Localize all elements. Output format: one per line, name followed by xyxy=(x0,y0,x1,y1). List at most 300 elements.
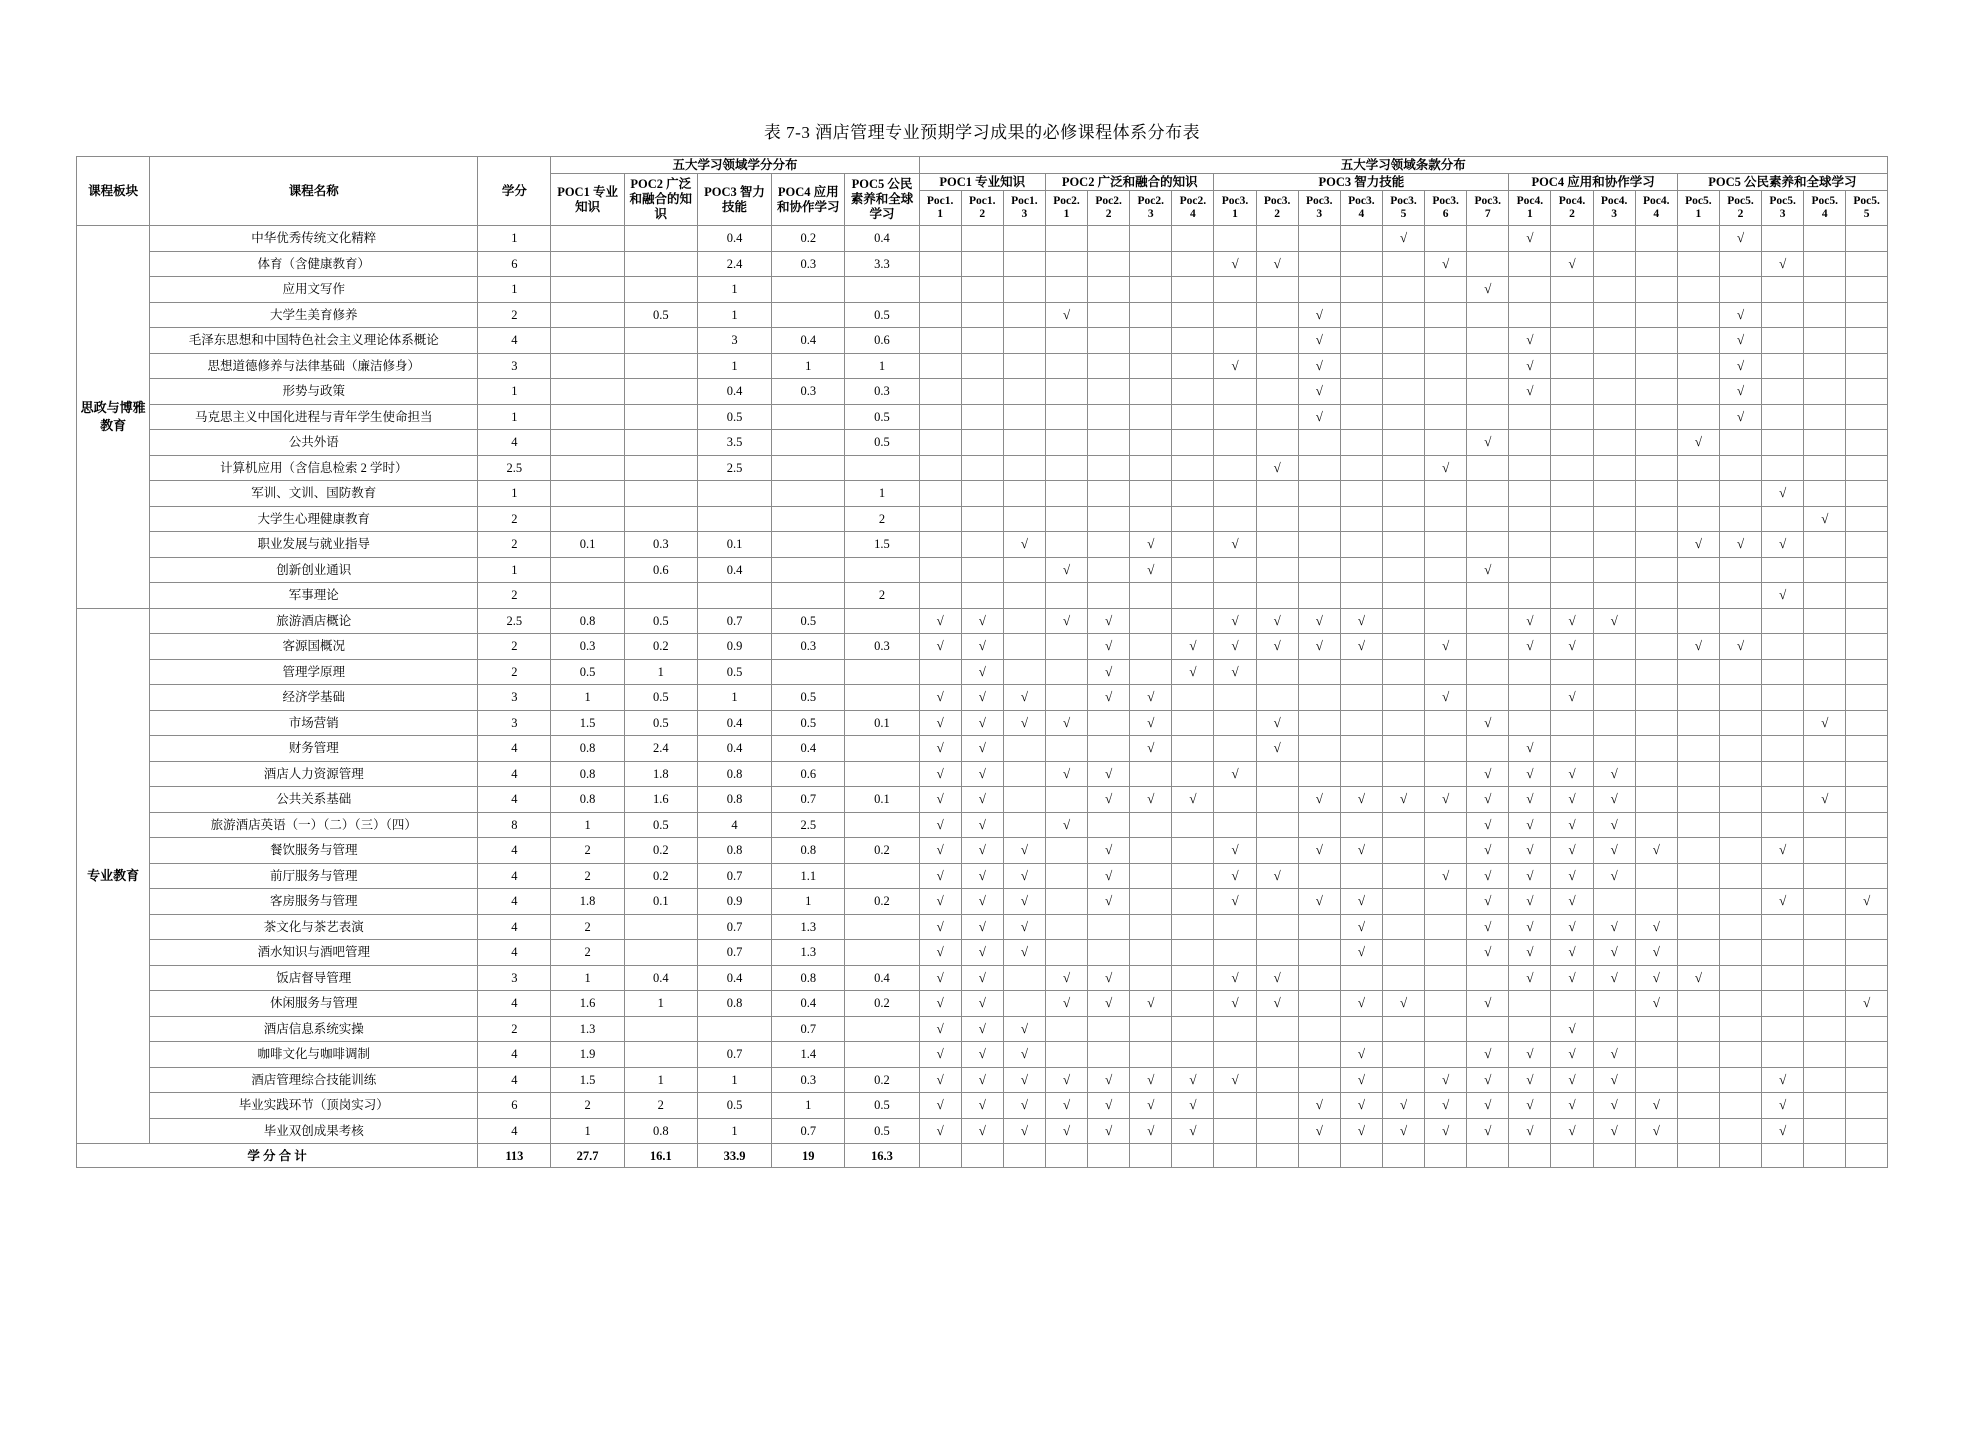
poc-credit-cell: 0.4 xyxy=(697,736,771,762)
poc-credit-cell: 0.8 xyxy=(697,761,771,787)
clause-cell xyxy=(1425,608,1467,634)
clause-cell xyxy=(1804,659,1846,685)
clause-cell xyxy=(1425,761,1467,787)
clause-cell xyxy=(1509,1067,1551,1093)
clause-cell xyxy=(961,226,1003,252)
table-row xyxy=(77,404,1888,430)
checkmark: √ xyxy=(1484,281,1492,297)
clause-cell xyxy=(1172,940,1214,966)
poc-credit-cell xyxy=(845,1042,919,1068)
checkmark: √ xyxy=(1779,485,1787,501)
clause-cell xyxy=(1298,914,1340,940)
header-poc-sub-prefix: Poc3. xyxy=(1348,195,1375,207)
checkmark: √ xyxy=(1568,255,1576,271)
clause-cell xyxy=(1045,1016,1087,1042)
clause-cell xyxy=(1635,1042,1677,1068)
poc-credit-cell: 1.1 xyxy=(772,863,845,889)
checkmark: √ xyxy=(1526,969,1534,985)
clause-cell xyxy=(1467,277,1509,303)
header-poc-sub-prefix: Poc5. xyxy=(1811,195,1839,207)
clause-cell xyxy=(1088,991,1130,1017)
total-poc-credit: 16.3 xyxy=(845,1144,919,1168)
clause-cell xyxy=(1677,608,1719,634)
table-row xyxy=(77,455,1888,481)
clause-cell xyxy=(1340,889,1382,915)
poc-credit-cell: 0.2 xyxy=(845,991,919,1017)
poc-credit-cell: 0.4 xyxy=(697,379,771,405)
checkmark: √ xyxy=(1231,612,1239,628)
poc-credit-cell: 0.8 xyxy=(772,965,845,991)
header-poc-sub xyxy=(1762,191,1804,226)
checkmark: √ xyxy=(978,1020,986,1036)
checkmark: √ xyxy=(936,689,944,705)
clause-cell xyxy=(1256,353,1298,379)
clause-cell xyxy=(1425,863,1467,889)
checkmark: √ xyxy=(1399,1097,1408,1113)
clause-cell xyxy=(1467,889,1509,915)
clause-cell xyxy=(1298,430,1340,456)
poc-credit-cell xyxy=(772,302,845,328)
clause-cell xyxy=(1551,583,1593,609)
clause-cell xyxy=(1088,608,1130,634)
clause-cell xyxy=(919,277,961,303)
clause-cell xyxy=(919,914,961,940)
clause-cell xyxy=(1298,532,1340,558)
clause-cell xyxy=(1804,557,1846,583)
header-poc-group-2: POC2 广泛和融合的知识 xyxy=(1045,174,1214,191)
poc-credit-cell: 0.3 xyxy=(551,634,624,660)
clause-cell xyxy=(1846,557,1888,583)
clause-cell xyxy=(1003,736,1045,762)
clause-cell xyxy=(1088,812,1130,838)
clause-cell xyxy=(1593,1067,1635,1093)
checkmark: √ xyxy=(1147,740,1155,756)
clause-cell xyxy=(1256,404,1298,430)
header-poc-sub xyxy=(1214,191,1256,226)
clause-cell xyxy=(1762,659,1804,685)
checkmark: √ xyxy=(1779,255,1787,271)
clause-cell xyxy=(1340,685,1382,711)
clause-cell xyxy=(1762,506,1804,532)
clause-cell xyxy=(1214,583,1256,609)
clause-cell xyxy=(1298,940,1340,966)
clause-cell xyxy=(1846,940,1888,966)
poc-credit-cell: 0.2 xyxy=(772,226,845,252)
checkmark: √ xyxy=(978,1046,986,1062)
clause-cell xyxy=(1509,328,1551,354)
checkmark: √ xyxy=(1273,459,1281,475)
clause-cell xyxy=(1340,557,1382,583)
clause-cell xyxy=(1804,1118,1846,1144)
poc-credit-cell: 0.8 xyxy=(551,608,624,634)
course-name-cell: 酒店管理综合技能训练 xyxy=(150,1067,478,1093)
clause-cell xyxy=(1467,353,1509,379)
table-row xyxy=(77,685,1888,711)
poc-credit-cell xyxy=(772,481,845,507)
clause-cell xyxy=(1256,532,1298,558)
clause-cell xyxy=(1130,991,1172,1017)
clause-cell xyxy=(1340,353,1382,379)
clause-cell xyxy=(1214,608,1256,634)
clause-cell xyxy=(919,736,961,762)
clause-cell xyxy=(1298,277,1340,303)
course-name-cell: 旅游酒店英语（一）（二）（三）（四） xyxy=(150,812,478,838)
clause-cell xyxy=(919,1118,961,1144)
checkmark: √ xyxy=(1273,714,1281,730)
clause-cell xyxy=(1382,481,1424,507)
clause-cell xyxy=(1635,1016,1677,1042)
poc-credit-cell: 0.5 xyxy=(845,1118,919,1144)
clause-cell xyxy=(1425,787,1467,813)
header-poc-sub-index: 3 xyxy=(1316,208,1323,220)
clause-cell xyxy=(1172,353,1214,379)
header-poc-sub xyxy=(1130,191,1172,226)
checkmark: √ xyxy=(1189,791,1197,807)
checkmark: √ xyxy=(1231,867,1239,883)
clause-cell xyxy=(1425,710,1467,736)
clause-cell xyxy=(1719,1016,1761,1042)
checkmark: √ xyxy=(978,842,986,858)
checkmark: √ xyxy=(1526,332,1534,348)
checkmark: √ xyxy=(1315,842,1323,858)
checkmark: √ xyxy=(936,1122,944,1138)
credit-cell: 4 xyxy=(478,430,551,456)
checkmark: √ xyxy=(1484,867,1492,883)
clause-cell xyxy=(1214,455,1256,481)
poc-credit-cell: 0.5 xyxy=(772,608,845,634)
poc-credit-cell: 1 xyxy=(551,812,624,838)
clause-cell xyxy=(1088,404,1130,430)
poc-credit-cell: 0.7 xyxy=(772,1016,845,1042)
clause-cell xyxy=(1130,404,1172,430)
header-poc-sub-prefix: Poc3. xyxy=(1263,195,1291,207)
course-name-cell: 军事理论 xyxy=(150,583,478,609)
checkmark: √ xyxy=(1105,1071,1113,1087)
clause-cell xyxy=(1214,379,1256,405)
checkmark: √ xyxy=(1315,332,1323,348)
clause-cell xyxy=(1382,634,1424,660)
poc-credit-cell xyxy=(624,430,697,456)
checkmark: √ xyxy=(1484,1046,1492,1062)
clause-cell xyxy=(919,455,961,481)
poc-credit-cell: 0.5 xyxy=(697,404,771,430)
clause-cell xyxy=(1003,685,1045,711)
clause-cell xyxy=(1045,838,1087,864)
clause-cell xyxy=(1719,914,1761,940)
header-poc-sub-prefix: Poc1. xyxy=(926,195,954,207)
clause-cell xyxy=(1382,863,1424,889)
header-poc-group-3: POC3 智力技能 xyxy=(1214,174,1509,191)
poc-credit-cell xyxy=(624,1016,697,1042)
table-row xyxy=(77,965,1888,991)
header-poc-sub-prefix: Poc1. xyxy=(1011,195,1038,207)
clause-cell xyxy=(1172,1093,1214,1119)
clause-cell xyxy=(1593,1093,1635,1119)
total-credits: 113 xyxy=(478,1144,551,1168)
poc-credit-cell: 1 xyxy=(697,353,771,379)
clause-cell xyxy=(1593,710,1635,736)
clause-cell xyxy=(1088,506,1130,532)
clause-cell xyxy=(1425,991,1467,1017)
clause-cell xyxy=(961,736,1003,762)
clause-cell xyxy=(1045,889,1087,915)
clause-cell xyxy=(1214,430,1256,456)
header-poc-sub-prefix: Poc3. xyxy=(1306,195,1333,207)
clause-cell xyxy=(1003,481,1045,507)
clause-cell xyxy=(1762,914,1804,940)
clause-cell xyxy=(1719,940,1761,966)
clause-cell xyxy=(1509,914,1551,940)
clause-cell xyxy=(919,659,961,685)
clause-cell xyxy=(1846,889,1888,915)
checkmark: √ xyxy=(1189,663,1197,679)
clause-cell xyxy=(1425,1067,1467,1093)
clause-cell xyxy=(1804,608,1846,634)
clause-cell xyxy=(1214,353,1256,379)
clause-cell xyxy=(961,379,1003,405)
clause-cell xyxy=(1677,1042,1719,1068)
clause-cell xyxy=(1804,685,1846,711)
checkmark: √ xyxy=(1315,791,1323,807)
clause-cell xyxy=(1719,532,1761,558)
checkmark: √ xyxy=(1610,969,1618,985)
clause-cell xyxy=(1846,404,1888,430)
table-row xyxy=(77,557,1888,583)
checkmark: √ xyxy=(978,714,986,730)
clause-cell xyxy=(1172,277,1214,303)
clause-cell xyxy=(1130,481,1172,507)
clause-cell xyxy=(1003,659,1045,685)
clause-cell xyxy=(1719,634,1761,660)
clause-cell xyxy=(1045,1118,1087,1144)
header-poc-sub-index: 4 xyxy=(1821,208,1828,220)
clause-cell xyxy=(1846,353,1888,379)
checkmark: √ xyxy=(936,765,944,781)
clause-cell xyxy=(1003,863,1045,889)
checkmark: √ xyxy=(1526,357,1534,373)
checkmark: √ xyxy=(1526,740,1534,756)
clause-cell xyxy=(1214,710,1256,736)
poc-credit-cell: 1 xyxy=(624,659,697,685)
clause-cell xyxy=(961,812,1003,838)
poc-credit-cell: 0.3 xyxy=(845,634,919,660)
clause-cell xyxy=(1298,736,1340,762)
clause-cell xyxy=(1762,251,1804,277)
clause-cell xyxy=(1719,965,1761,991)
checkmark: √ xyxy=(1020,1122,1028,1138)
clause-cell xyxy=(919,251,961,277)
course-name-cell: 财务管理 xyxy=(150,736,478,762)
clause-cell xyxy=(1130,838,1172,864)
clause-cell xyxy=(1551,710,1593,736)
clause-cell xyxy=(1340,583,1382,609)
clause-cell xyxy=(1256,506,1298,532)
clause-cell xyxy=(1635,940,1677,966)
clause-cell xyxy=(1551,991,1593,1017)
header-poc-sub xyxy=(1088,191,1130,226)
poc-credit-cell: 1 xyxy=(697,1067,771,1093)
clause-cell xyxy=(1677,430,1719,456)
clause-cell xyxy=(1003,557,1045,583)
poc-credit-cell xyxy=(624,353,697,379)
clause-cell xyxy=(1088,1042,1130,1068)
header-poc-sub xyxy=(1382,191,1424,226)
clause-cell xyxy=(1045,761,1087,787)
checkmark: √ xyxy=(1062,816,1071,832)
clause-cell xyxy=(1846,608,1888,634)
poc-credit-cell: 0.6 xyxy=(772,761,845,787)
checkmark: √ xyxy=(1652,995,1660,1011)
clause-cell xyxy=(1635,506,1677,532)
poc-credit-cell: 0.5 xyxy=(624,685,697,711)
poc-credit-cell: 1.6 xyxy=(551,991,624,1017)
clause-cell xyxy=(1088,736,1130,762)
poc-credit-cell: 1.3 xyxy=(772,940,845,966)
clause-cell xyxy=(1045,430,1087,456)
course-name-cell: 毛泽东思想和中国特色社会主义理论体系概论 xyxy=(150,328,478,354)
poc-credit-cell: 0.1 xyxy=(624,889,697,915)
clause-cell xyxy=(1677,532,1719,558)
clause-cell xyxy=(1130,379,1172,405)
clause-cell xyxy=(1045,277,1087,303)
clause-cell xyxy=(1593,685,1635,711)
checkmark: √ xyxy=(1020,867,1028,883)
clause-cell xyxy=(1804,353,1846,379)
clause-cell xyxy=(1130,506,1172,532)
clause-cell xyxy=(1340,1042,1382,1068)
clause-cell xyxy=(1172,1042,1214,1068)
clause-cell xyxy=(1045,736,1087,762)
clause-cell xyxy=(919,889,961,915)
clause-cell xyxy=(1003,430,1045,456)
clause-cell xyxy=(1172,583,1214,609)
clause-cell xyxy=(1256,430,1298,456)
course-name-cell: 饭店督导管理 xyxy=(150,965,478,991)
clause-cell xyxy=(1214,863,1256,889)
clause-cell xyxy=(1214,1093,1256,1119)
clause-cell xyxy=(1130,328,1172,354)
checkmark: √ xyxy=(1357,842,1365,858)
poc-credit-cell: 0.8 xyxy=(697,838,771,864)
clause-cell xyxy=(1509,226,1551,252)
clause-cell xyxy=(1677,1118,1719,1144)
clause-cell xyxy=(1846,812,1888,838)
course-name-cell: 形势与政策 xyxy=(150,379,478,405)
clause-cell xyxy=(1762,1118,1804,1144)
header-poc-sub-index: 3 xyxy=(1147,208,1154,220)
checkmark: √ xyxy=(1020,893,1028,909)
checkmark: √ xyxy=(978,1071,986,1087)
clause-cell xyxy=(1256,914,1298,940)
clause-cell xyxy=(1804,328,1846,354)
checkmark: √ xyxy=(1105,1097,1113,1113)
poc-credit-cell: 1.8 xyxy=(551,889,624,915)
clause-cell xyxy=(919,940,961,966)
poc-credit-cell: 0.4 xyxy=(697,226,771,252)
checkmark: √ xyxy=(1442,791,1450,807)
clause-cell xyxy=(1172,710,1214,736)
clause-cell xyxy=(1214,1067,1256,1093)
checkmark: √ xyxy=(1273,740,1281,756)
course-name-cell: 创新创业通识 xyxy=(150,557,478,583)
checkmark: √ xyxy=(1610,944,1618,960)
clause-cell xyxy=(1003,940,1045,966)
course-distribution-table xyxy=(76,156,1888,1168)
poc-credit-cell: 2 xyxy=(624,1093,697,1119)
clause-cell xyxy=(1846,787,1888,813)
clause-cell xyxy=(1762,455,1804,481)
header-poc-sub-index: 2 xyxy=(1737,208,1744,220)
clause-cell xyxy=(1846,634,1888,660)
clause-cell xyxy=(1130,251,1172,277)
clause-cell xyxy=(1172,481,1214,507)
clause-cell xyxy=(1382,583,1424,609)
clause-cell xyxy=(1551,455,1593,481)
clause-cell xyxy=(1382,965,1424,991)
clause-cell xyxy=(1256,634,1298,660)
credit-cell: 4 xyxy=(478,328,551,354)
clause-cell xyxy=(1088,455,1130,481)
clause-cell xyxy=(961,557,1003,583)
clause-cell xyxy=(1762,1016,1804,1042)
clause-cell xyxy=(1551,863,1593,889)
table-row xyxy=(77,506,1888,532)
clause-cell xyxy=(1551,532,1593,558)
clause-cell xyxy=(1088,940,1130,966)
checkmark: √ xyxy=(1357,612,1365,628)
poc-credit-cell: 0.4 xyxy=(845,965,919,991)
clause-cell xyxy=(1467,608,1509,634)
poc-credit-cell: 0.8 xyxy=(697,991,771,1017)
clause-cell xyxy=(1593,251,1635,277)
total-clause-cell xyxy=(1130,1144,1172,1168)
poc-credit-cell xyxy=(624,379,697,405)
clause-cell xyxy=(1677,659,1719,685)
checkmark: √ xyxy=(1020,714,1028,730)
clause-cell xyxy=(1130,557,1172,583)
checkmark: √ xyxy=(1062,714,1071,730)
credit-cell: 4 xyxy=(478,914,551,940)
checkmark: √ xyxy=(1484,842,1492,858)
total-clause-cell xyxy=(1256,1144,1298,1168)
clause-cell xyxy=(961,1067,1003,1093)
clause-cell xyxy=(1256,481,1298,507)
clause-cell xyxy=(1340,736,1382,762)
checkmark: √ xyxy=(1484,918,1492,934)
clause-cell xyxy=(1593,328,1635,354)
clause-cell xyxy=(961,965,1003,991)
checkmark: √ xyxy=(1610,842,1618,858)
header-poc-sub-index: 2 xyxy=(1569,208,1575,220)
checkmark: √ xyxy=(1105,842,1113,858)
poc-credit-cell: 0.8 xyxy=(697,787,771,813)
clause-cell xyxy=(1635,557,1677,583)
clause-cell xyxy=(1509,634,1551,660)
clause-cell xyxy=(1382,991,1424,1017)
checkmark: √ xyxy=(978,765,986,781)
credit-cell: 4 xyxy=(478,1042,551,1068)
clause-cell xyxy=(1509,736,1551,762)
checkmark: √ xyxy=(936,893,944,909)
clause-cell xyxy=(919,685,961,711)
total-row xyxy=(77,1144,1888,1168)
clause-cell xyxy=(1804,251,1846,277)
clause-cell xyxy=(961,277,1003,303)
clause-cell xyxy=(1762,736,1804,762)
clause-cell xyxy=(1298,991,1340,1017)
clause-cell xyxy=(1551,557,1593,583)
total-poc-credit: 27.7 xyxy=(551,1144,624,1168)
